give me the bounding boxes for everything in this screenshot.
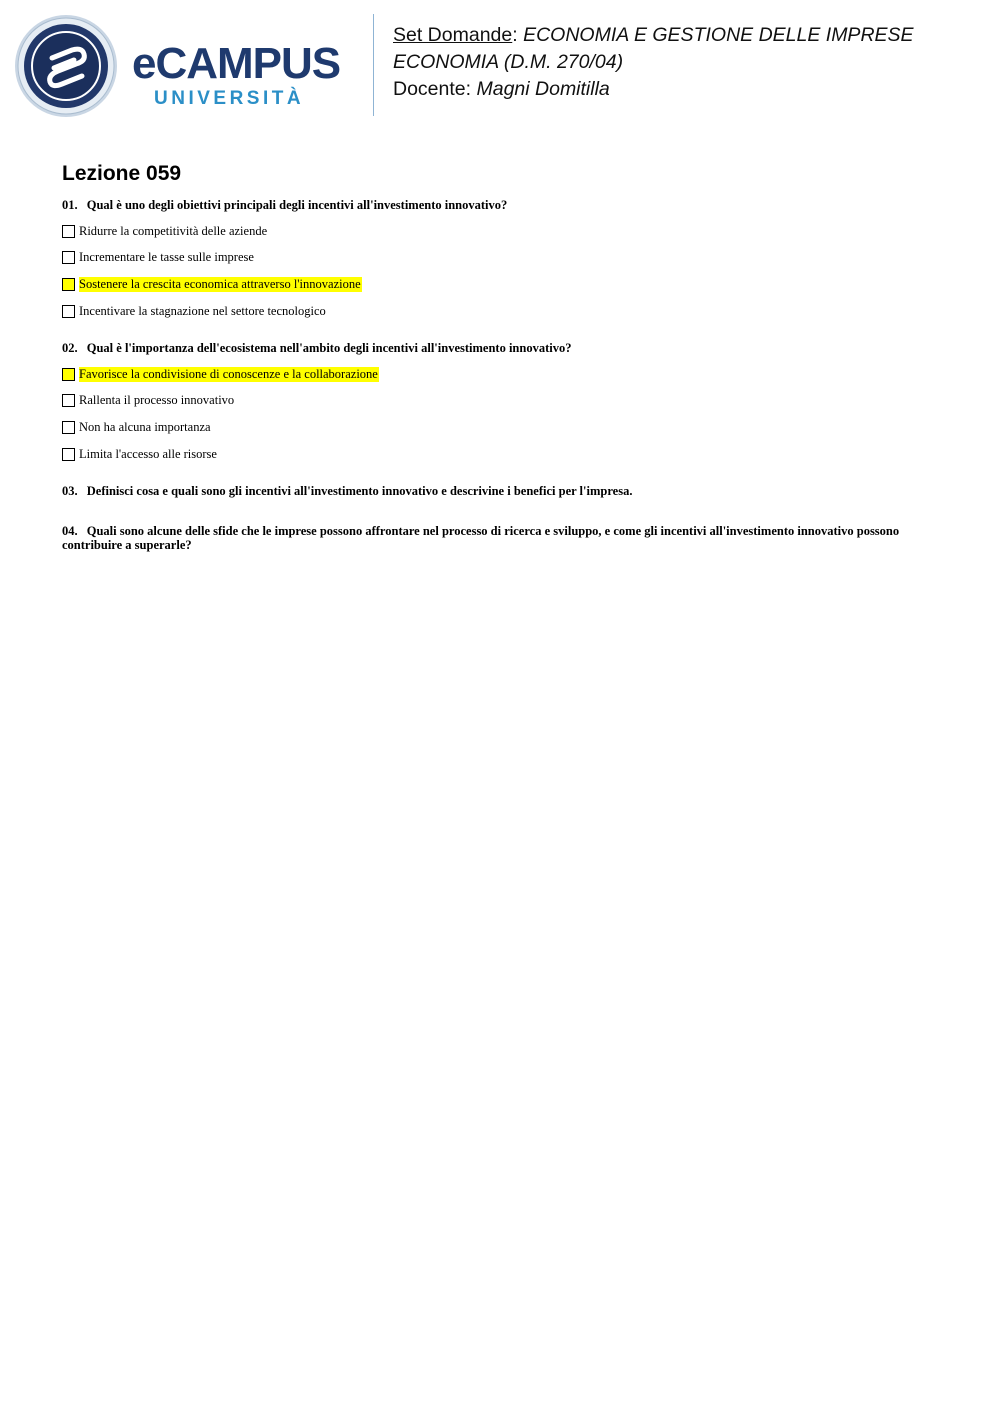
answer-option[interactable] (62, 223, 942, 239)
open-question-block (62, 524, 942, 552)
ecampus-wordmark (132, 40, 357, 115)
teacher-name: Magni Domitilla (476, 78, 610, 100)
page-header (0, 0, 1000, 130)
question-label: Qual è l'importanza dell'ecosistema nell'ambito degli incentivi all'investimento innovativo? (86, 341, 572, 356)
checkbox[interactable] (62, 394, 75, 407)
checkbox[interactable] (62, 421, 75, 434)
teacher-line (393, 76, 973, 103)
brand-subtitle: UNIVERSITÀ (154, 88, 305, 109)
course-title: ECONOMIA E GESTIONE DELLE IMPRESE ECONOMIA (D.M. 270/04) (393, 24, 914, 73)
checkbox[interactable] (62, 225, 75, 238)
question-number: 02. (62, 341, 78, 356)
question-text (62, 341, 942, 355)
question-number: 01. (62, 198, 78, 212)
open-question-block (62, 484, 942, 498)
question-text (62, 198, 942, 212)
set-label: Set Domande (393, 24, 513, 46)
answer-option[interactable] (62, 250, 942, 266)
option-label: Incrementare le tasse sulle imprese (79, 250, 254, 265)
checkbox[interactable] (62, 251, 75, 264)
answer-option[interactable] (62, 419, 942, 435)
checkbox[interactable] (62, 278, 75, 291)
question-number: 04. (62, 524, 78, 539)
option-label: Sostenere la crescita economica attraverso l'innovazione (79, 276, 361, 291)
question-text (62, 484, 942, 498)
checkbox[interactable] (62, 305, 75, 318)
teacher-label: Docente: (393, 78, 472, 100)
university-seal-logo (14, 14, 118, 118)
lesson-content (62, 160, 942, 578)
question-block (62, 198, 942, 319)
set-separator: : (512, 24, 518, 46)
answer-option-correct[interactable] (62, 366, 942, 382)
course-line (393, 22, 973, 76)
option-label: Non ha alcuna importanza (79, 419, 211, 434)
option-label: Ridurre la competitività delle aziende (79, 223, 268, 238)
checkbox[interactable] (62, 368, 75, 381)
answer-option-correct[interactable] (62, 276, 942, 292)
answer-option[interactable] (62, 393, 942, 409)
checkbox[interactable] (62, 448, 75, 461)
option-label: Favorisce la condivisione di conoscenze e la collaborazione (79, 366, 378, 381)
option-label: Limita l'accesso alle risorse (79, 446, 217, 461)
option-label: Incentivare la stagnazione nel settore tecnologico (79, 303, 326, 318)
question-block (62, 341, 942, 462)
option-label: Rallenta il processo innovativo (79, 393, 235, 408)
lesson-title: Lezione 059 (62, 162, 182, 185)
question-text (62, 524, 942, 552)
question-label: Qual è uno degli obiettivi principali degli incentivi all'investimento innovativo? (86, 198, 508, 212)
question-label: Definisci cosa e quali sono gli incentivi all'investimento innovativo e descrivine i benefici per l'impresa. (86, 484, 633, 499)
answer-option[interactable] (62, 303, 942, 319)
brand-name: eCAMPUS (132, 39, 341, 88)
question-label: Quali sono alcune delle sfide che le imprese possono affrontare nel processo di ricerca e sviluppo, e come gli incentivi all'investimento innovativo possono contribuire a superarle? (62, 524, 900, 553)
header-divider (373, 14, 374, 116)
question-number: 03. (62, 484, 78, 499)
answer-option[interactable] (62, 446, 942, 462)
header-info (393, 22, 973, 103)
